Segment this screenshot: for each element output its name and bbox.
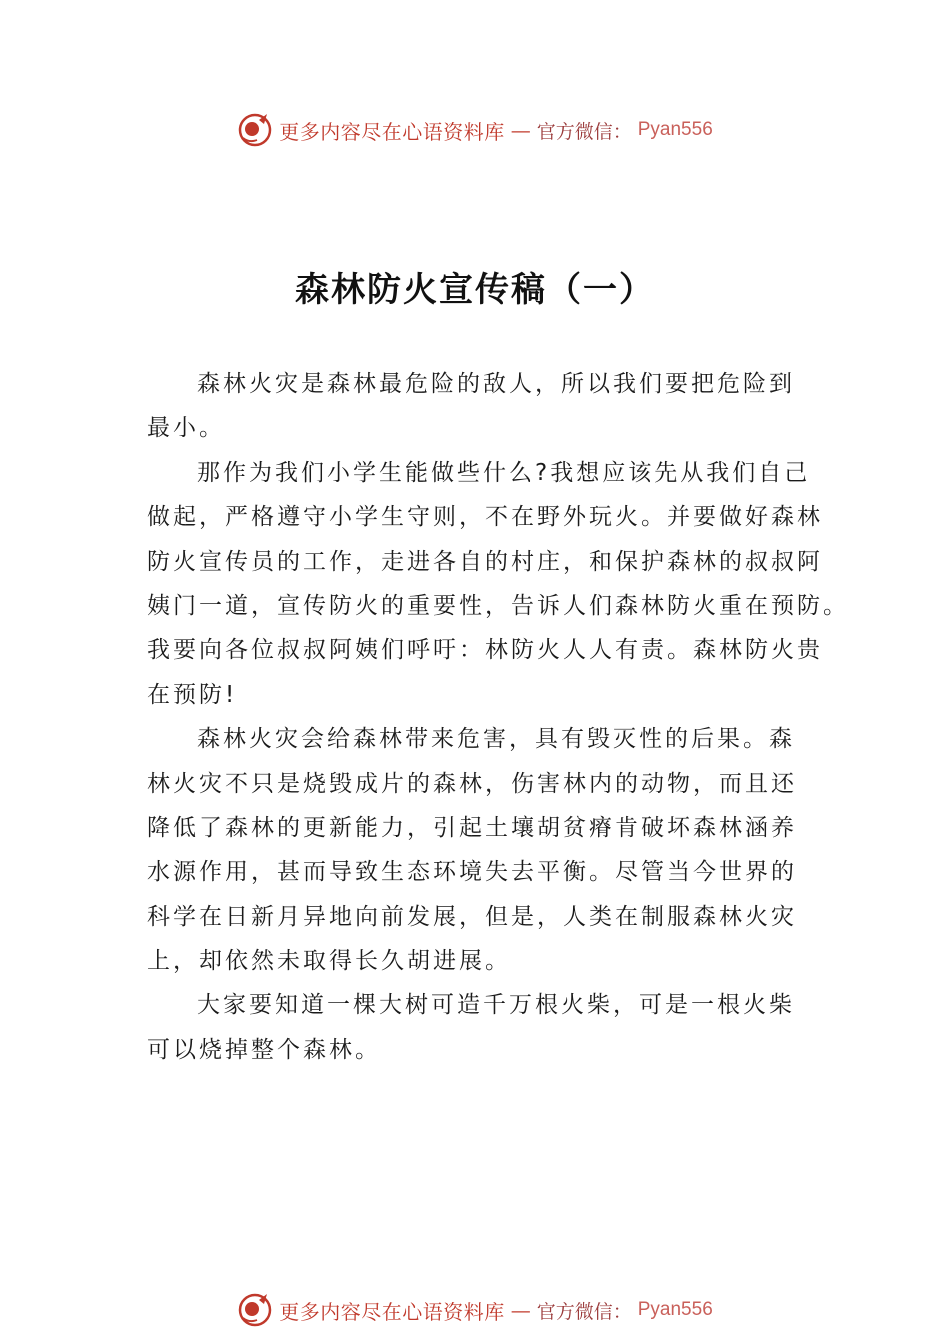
promo-text: 更多内容尽在心语资料库 (279, 119, 505, 144)
text-line: 上，却依然未取得长久胡进展。 (147, 948, 511, 975)
paragraph (147, 983, 809, 1072)
text-line: 姨门一道，宣传防火的重要性，告诉人们森林防火重在预防。 (147, 592, 849, 619)
separator: — (510, 118, 531, 142)
wechat-id: Pyan556 (637, 119, 713, 140)
footer-banner (0, 1290, 950, 1330)
separator: — (510, 1298, 531, 1322)
text-line: 林火灾不只是烧毁成片的森林，伤害林内的动物，而且还 (147, 770, 797, 797)
logo-icon (237, 1292, 273, 1328)
paragraph (147, 717, 809, 983)
text-line: 科学在日新月异地向前发展，但是，人类在制服森林火灾 (147, 903, 797, 930)
wechat-id: Pyan556 (637, 1299, 713, 1320)
promo-text: 更多内容尽在心语资料库 (279, 1299, 505, 1324)
text-line: 水源作用，甚而导致生态环境失去平衡。尽管当今世界的 (147, 859, 797, 886)
paragraph (147, 451, 849, 717)
header-banner (0, 110, 950, 150)
wechat-label: 官方微信： (536, 1300, 632, 1323)
text-line: 我要向各位叔叔阿姨们呼吁：林防火人人有责。森林防火贵 (147, 637, 823, 664)
text-line: 森林火灾是森林最危险的敌人，所以我们要把危险到 (197, 371, 795, 397)
wechat-label: 官方微信： (536, 120, 632, 143)
text-line: 防火宣传员的工作，走进各自的村庄，和保护森林的叔叔阿 (147, 548, 823, 575)
document-title: 森林防火宣传稿（一） (295, 270, 655, 310)
text-line: 森林火灾会给森林带来危害，具有毁灭性的后果。森 (197, 726, 795, 753)
document-body (147, 362, 849, 1072)
text-line: 那作为我们小学生能做些什么?我想应该先从我们自己 (197, 459, 811, 486)
text-line: 可以烧掉整个森林。 (147, 1036, 381, 1063)
text-line: 最小。 (147, 415, 225, 442)
text-line: 降低了森林的更新能力，引起土壤胡贫瘠肯破坏森林涵养 (147, 814, 797, 841)
text-line: 做起，严格遵守小学生守则，不在野外玩火。并要做好森林 (147, 504, 823, 531)
paragraph (147, 362, 809, 451)
text-line: 在预防! (147, 681, 238, 708)
logo-icon (237, 112, 273, 148)
text-line: 大家要知道一棵大树可造千万根火柴，可是一根火柴 (197, 992, 795, 1019)
